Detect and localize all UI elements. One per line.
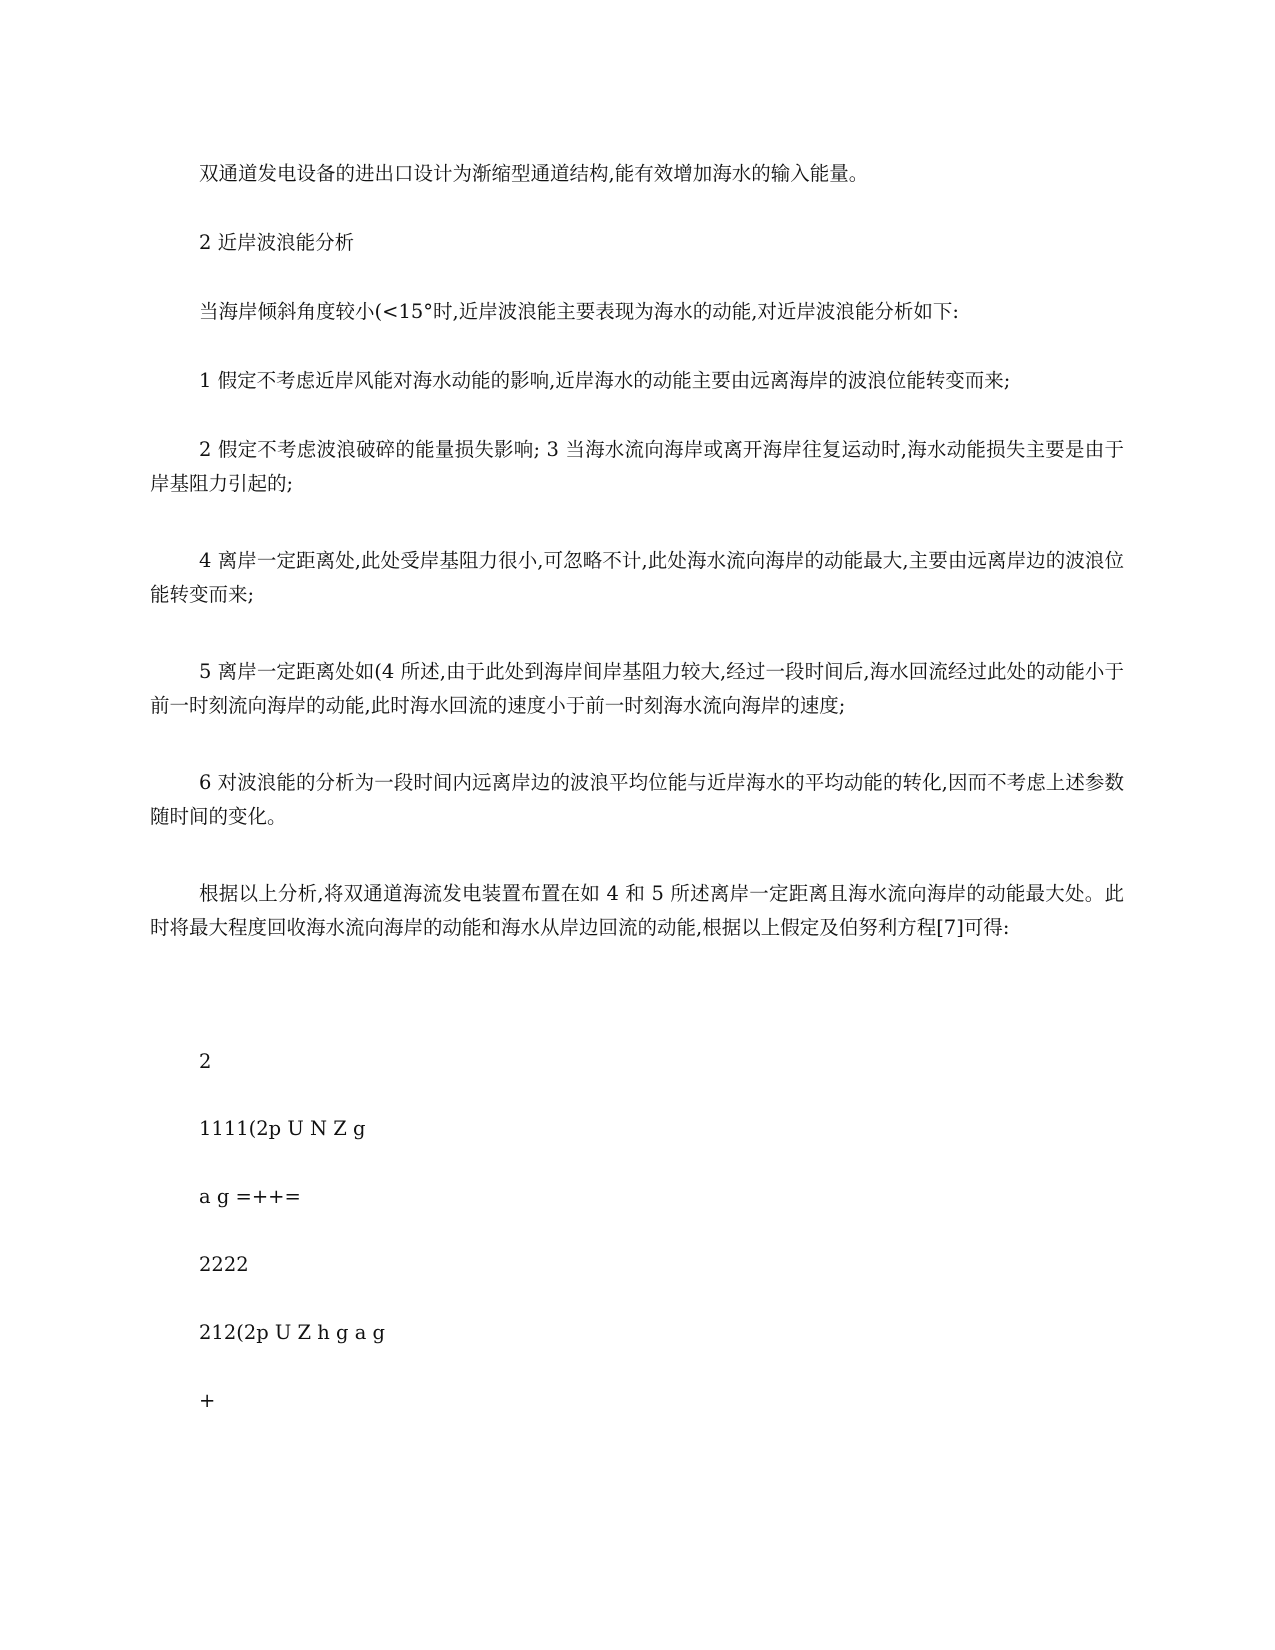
paragraph-assumption-2-3: 2 假定不考虑波浪破碎的能量损失影响; 3 当海水流向海岸或离开海岸往复运动时,海水动能损失主要是由于岸基阻力引起的; <box>150 438 1124 495</box>
formula-line: a g =++= <box>199 1185 301 1208</box>
formula-line: 2222 <box>199 1253 249 1276</box>
paragraph-assumption-4: 4 离岸一定距离处,此处受岸基阻力很小,可忽略不计,此处海水流向海岸的动能最大,主要由远离岸边的波浪位能转变而来; <box>150 549 1124 606</box>
section-heading: 2 近岸波浪能分析 <box>199 231 355 254</box>
paragraph-channel-design: 双通道发电设备的进出口设计为渐缩型通道结构,能有效增加海水的输入能量。 <box>199 162 869 185</box>
formula-line: 2 <box>199 1050 212 1073</box>
paragraph-intro: 当海岸倾斜角度较小(<15°时,近岸波浪能主要表现为海水的动能,对近岸波浪能分析如下: <box>199 300 959 323</box>
paragraph-assumption-6: 6 对波浪能的分析为一段时间内远离岸边的波浪平均位能与近岸海水的平均动能的转化,因而不考虑上述参数随时间的变化。 <box>150 771 1124 828</box>
paragraph-assumption-5: 5 离岸一定距离处如(4 所述,由于此处到海岸间岸基阻力较大,经过一段时间后,海水回流经过此处的动能小于前一时刻流向海岸的动能,此时海水回流的速度小于前一时刻海水流向海岸的速度; <box>150 660 1124 717</box>
paragraph-assumption-1: 1 假定不考虑近岸风能对海水动能的影响,近岸海水的动能主要由远离海岸的波浪位能转变而来; <box>199 369 1011 392</box>
paragraph-conclusion: 根据以上分析,将双通道海流发电装置布置在如 4 和 5 所述离岸一定距离且海水流向海岸的动能最大处。此时将最大程度回收海水流向海岸的动能和海水从岸边回流的动能,根据以上假定及伯努利方程[7]可得: <box>150 882 1124 939</box>
formula-line: 1111(2p U N Z g <box>199 1117 366 1140</box>
formula-line: 212(2p U Z h g a g <box>199 1321 386 1344</box>
formula-line: + <box>199 1389 216 1412</box>
